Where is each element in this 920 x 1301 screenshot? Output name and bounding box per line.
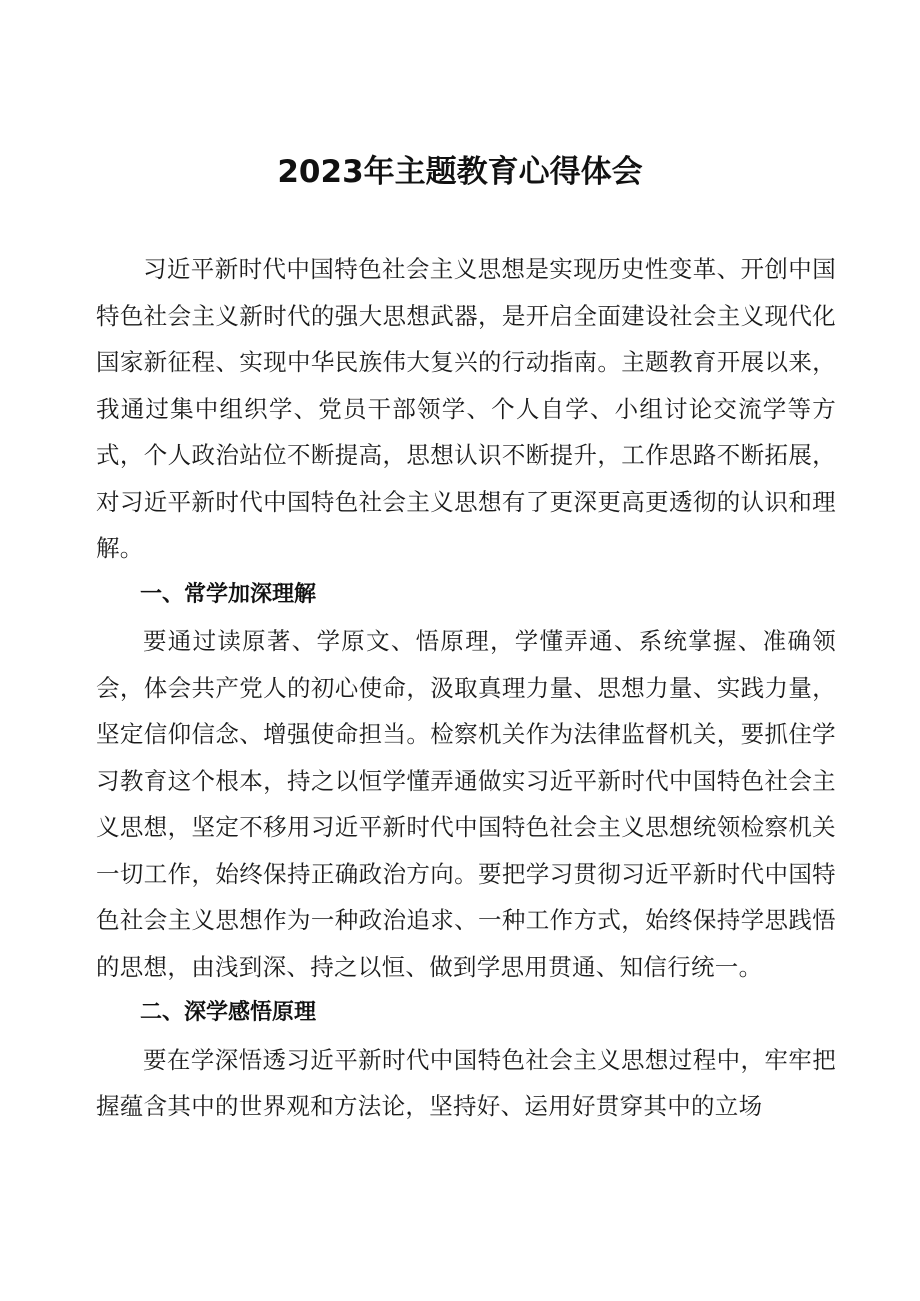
section-1 [96, 572, 836, 991]
document-title: 2023年主题教育心得体会 [277, 154, 643, 190]
intro-paragraph: 习近平新时代中国特色社会主义思想是实现历史性变革、开创中国特色社会主义新时代的强大思想武器，是开启全面建设社会主义现代化国家新征程、实现中华民族伟大复兴的行动指南。主题教育开展以来，我通过集中组织学、党员干部领学、个人自学、小组讨论交流学等方式，个人政治站位不断提高，思想认识不断提升，工作思路不断拓展，对习近平新时代中国特色社会主义思想有了更深更高更透彻的认识和理解。 [96, 255, 836, 562]
section-heading: 二、深学感悟原理 [140, 1000, 317, 1025]
section-2 [96, 990, 836, 1130]
section-paragraph: 要在学深悟透习近平新时代中国特色社会主义思想过程中，牢牢把握蕴含其中的世界观和方法论，坚持好、运用好贯穿其中的立场 [96, 1045, 836, 1120]
section-paragraph: 要通过读原著、学原文、悟原理，学懂弄通、系统掌握、准确领会，体会共产党人的初心使命，汲取真理力量、思想力量、实践力量，坚定信仰信念、增强使命担当。检察机关作为法律监督机关，要抓住学习教育这个根本，持之以恒学懂弄通做实习近平新时代中国特色社会主义思想，坚定不移用习近平新时代中国特色社会主义思想统领检察机关一切工作，始终保持正确政治方向。要把学习贯彻习近平新时代中国特色社会主义思想作为一种政治追求、一种工作方式，始终保持学思践悟的思想，由浅到深、持之以恒、做到学思用贯通、知信行统一。 [96, 627, 836, 981]
section-heading: 一、常学加深理解 [140, 581, 317, 607]
document-body [96, 246, 836, 1130]
